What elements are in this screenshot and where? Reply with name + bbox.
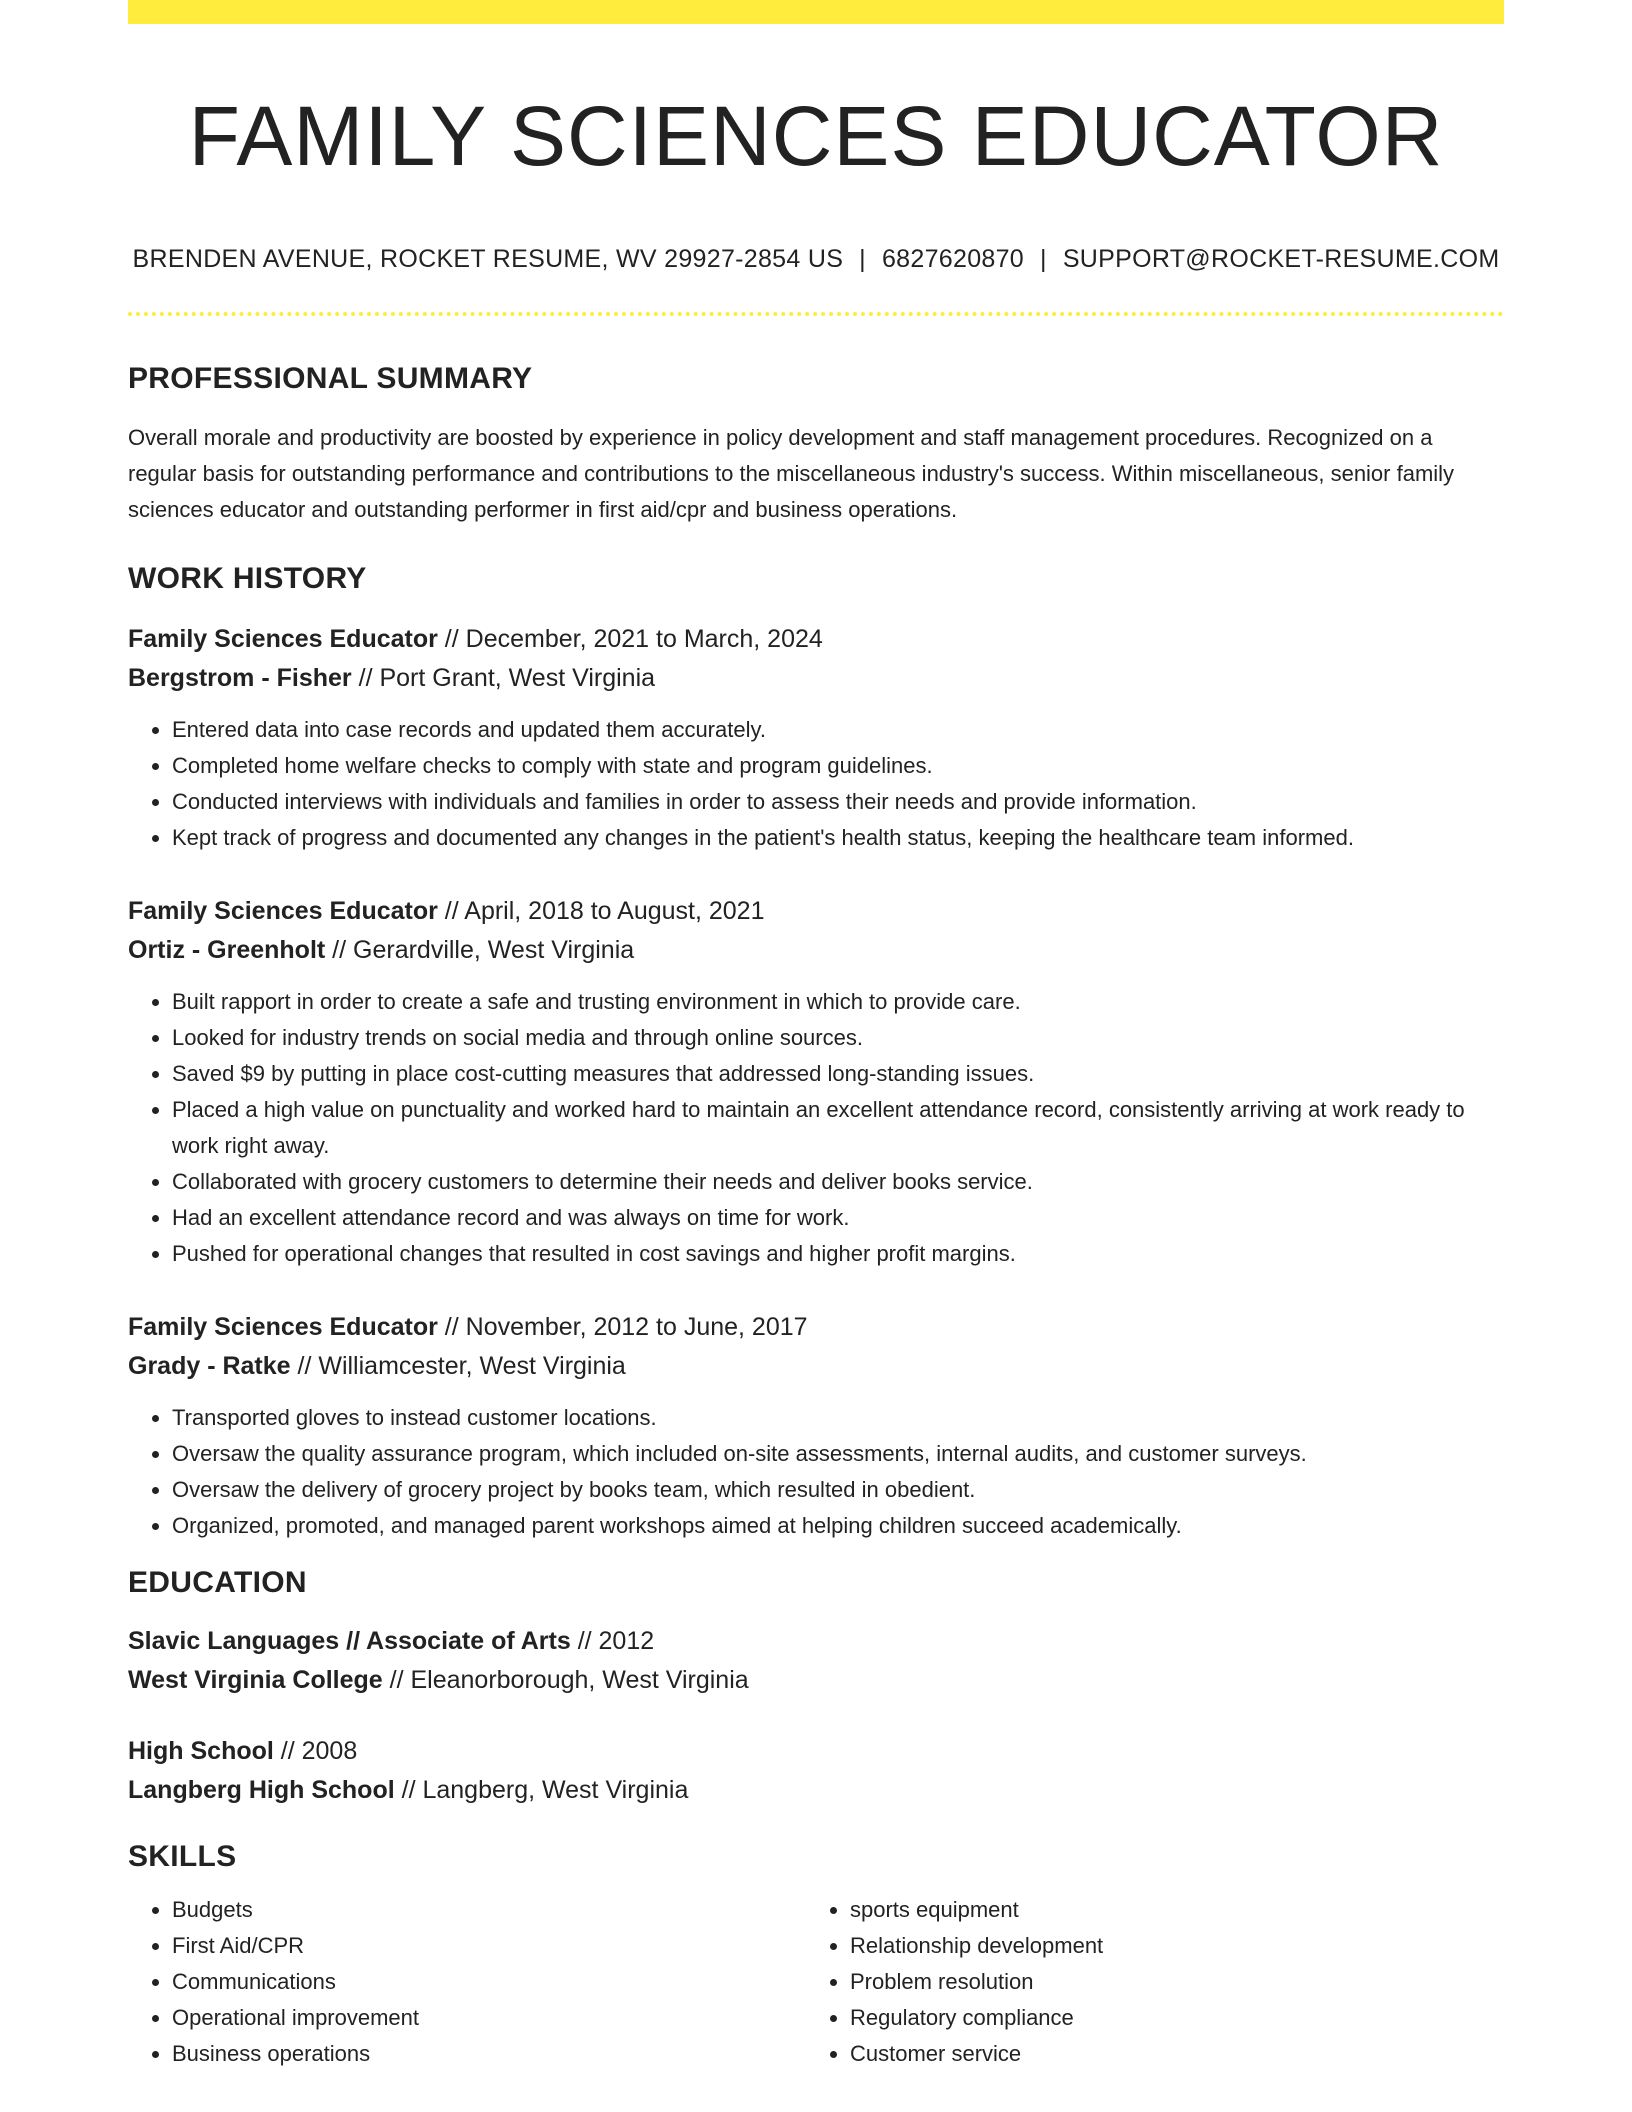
list-item: • Entered data into case records and updated them accurately.	[172, 712, 1504, 748]
contact-line	[128, 245, 1504, 274]
skills-column-right	[806, 1892, 1484, 2072]
list-item: • Pushed for operational changes that resulted in cost savings and higher profit margins.	[172, 1236, 1504, 1272]
list-item: • Relationship development	[850, 1928, 1484, 1964]
job-role-line	[128, 1308, 1504, 1347]
job-entry	[128, 892, 1504, 1272]
education-school-line	[128, 1661, 1504, 1700]
job-role: Family Sciences Educator	[128, 896, 438, 925]
list-item: • Oversaw the delivery of grocery project by books team, which resulted in obedient.	[172, 1472, 1504, 1508]
list-item: • Saved $9 by putting in place cost-cutting measures that addressed long-standing issues.	[172, 1056, 1504, 1092]
top-accent-bar	[128, 0, 1504, 24]
section-title-skills: SKILLS	[128, 1839, 237, 1873]
list-item: • First Aid/CPR	[172, 1928, 806, 1964]
list-item: • Conducted interviews with individuals and families in order to assess their needs and provide information.	[172, 784, 1504, 820]
job-role-line	[128, 892, 1504, 931]
education-year: // 2012	[570, 1626, 655, 1655]
education-entry	[128, 1732, 1504, 1810]
list-item: • Organized, promoted, and managed parent workshops aimed at helping children succeed academically.	[172, 1508, 1504, 1544]
job-dates: // April, 2018 to August, 2021	[437, 896, 765, 925]
resume-page	[128, 0, 1504, 2072]
education-degree: High School	[128, 1736, 274, 1765]
list-item: • Customer service	[850, 2036, 1484, 2072]
list-item: • Looked for industry trends on social media and through online sources.	[172, 1020, 1504, 1056]
education-degree-line	[128, 1622, 1504, 1661]
phone: 6827620870	[881, 244, 1025, 273]
list-item: • Operational improvement	[172, 2000, 806, 2036]
dotted-divider	[128, 312, 1504, 316]
job-role: Family Sciences Educator	[128, 1312, 438, 1341]
section-title-education: EDUCATION	[128, 1565, 307, 1599]
education-school: West Virginia College	[128, 1665, 383, 1694]
summary-text: Overall morale and productivity are boosted by experience in policy development and staff management procedures. Recognized on a regular basis for outstanding performance and contributions to the miscellaneous industry's success. Within miscellaneous, senior family sciences educator and outstanding performer in first aid/cpr and business operations.	[128, 424, 1455, 522]
email-link[interactable]: SUPPORT@ROCKET-RESUME.COM	[1062, 244, 1500, 273]
education-entry	[128, 1622, 1504, 1700]
education-school-line	[128, 1771, 1504, 1810]
job-company: Ortiz - Greenholt	[128, 935, 326, 964]
list-item: • Communications	[172, 1964, 806, 2000]
address: BRENDEN AVENUE, ROCKET RESUME, WV 29927-2854 US	[132, 244, 844, 273]
education-location: // Langberg, West Virginia	[394, 1775, 689, 1804]
list-item: • Collaborated with grocery customers to determine their needs and deliver books service.	[172, 1164, 1504, 1200]
job-role-line	[128, 620, 1504, 659]
job-bullets	[128, 712, 1504, 856]
job-company-line	[128, 1347, 1504, 1386]
job-entry	[128, 1308, 1504, 1544]
list-item: • Business operations	[172, 2036, 806, 2072]
job-location: // Port Grant, West Virginia	[351, 663, 656, 692]
job-role: Family Sciences Educator	[128, 624, 438, 653]
job-dates: // December, 2021 to March, 2024	[437, 624, 823, 653]
list-item: • Placed a high value on punctuality and worked hard to maintain an excellent attendance record, consistently arriving at work ready to work right away.	[172, 1092, 1504, 1164]
skills-column-left	[128, 1892, 806, 2072]
job-bullets	[128, 984, 1504, 1272]
job-company-line	[128, 931, 1504, 970]
education-year: // 2008	[273, 1736, 358, 1765]
job-entry	[128, 620, 1504, 856]
list-item: • Problem resolution	[850, 1964, 1484, 2000]
list-item: • Kept track of progress and documented any changes in the patient's health status, keeping the healthcare team informed.	[172, 820, 1504, 856]
education-location: // Eleanorborough, West Virginia	[382, 1665, 749, 1694]
job-bullets	[128, 1400, 1504, 1544]
education-school: Langberg High School	[128, 1775, 395, 1804]
list-item: • sports equipment	[850, 1892, 1484, 1928]
job-location: // Gerardville, West Virginia	[325, 935, 635, 964]
job-company: Grady - Ratke	[128, 1351, 291, 1380]
job-location: // Williamcester, West Virginia	[290, 1351, 626, 1380]
resume-title: FAMILY SCIENCES EDUCATOR	[188, 89, 1444, 183]
separator: |	[859, 244, 866, 273]
separator: |	[1040, 244, 1047, 273]
section-title-work: WORK HISTORY	[128, 561, 367, 595]
list-item: • Had an excellent attendance record and was always on time for work.	[172, 1200, 1504, 1236]
list-item: • Transported gloves to instead customer locations.	[172, 1400, 1504, 1436]
list-item: • Completed home welfare checks to comply with state and program guidelines.	[172, 748, 1504, 784]
job-company: Bergstrom - Fisher	[128, 663, 352, 692]
job-company-line	[128, 659, 1504, 698]
education-degree: Slavic Languages // Associate of Arts	[128, 1626, 571, 1655]
list-item: • Oversaw the quality assurance program, which included on-site assessments, internal audits, and customer surveys.	[172, 1436, 1504, 1472]
education-degree-line	[128, 1732, 1504, 1771]
skills-list	[128, 1892, 1504, 2072]
list-item: • Built rapport in order to create a safe and trusting environment in which to provide care.	[172, 984, 1504, 1020]
job-dates: // November, 2012 to June, 2017	[437, 1312, 808, 1341]
list-item: • Regulatory compliance	[850, 2000, 1484, 2036]
section-title-summary: PROFESSIONAL SUMMARY	[128, 361, 533, 395]
list-item: • Budgets	[172, 1892, 806, 1928]
